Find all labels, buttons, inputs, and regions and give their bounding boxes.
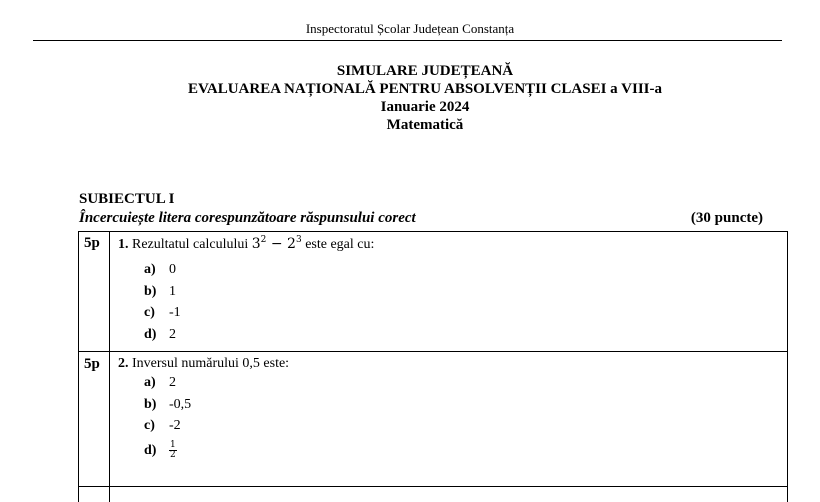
- option-letter: a): [144, 375, 156, 390]
- exam-titles: [0, 62, 820, 134]
- table-border-right: [787, 232, 788, 502]
- option-letter: a): [144, 262, 156, 277]
- question-number: 2.: [118, 356, 129, 371]
- math-operator: −: [270, 236, 283, 252]
- answer-option[interactable]: [144, 397, 191, 417]
- math-expression: [252, 236, 302, 252]
- answer-option[interactable]: [144, 305, 181, 325]
- instruction-text: Încercuiește litera corespunzătoare răspunsului corect: [79, 210, 416, 226]
- title-line-4: Matematică: [386, 117, 464, 133]
- option-letter: b): [144, 284, 157, 299]
- total-points: (30 puncte): [690, 210, 763, 226]
- fraction-numerator: 1: [170, 440, 176, 450]
- answer-option[interactable]: [144, 418, 181, 438]
- title-line-2: EVALUAREA NAȚIONALĂ PENTRU ABSOLVENȚII CLASEI a VIII-a: [187, 81, 663, 97]
- option-letter: c): [144, 418, 155, 433]
- answer-option[interactable]: [144, 262, 176, 282]
- table-column-divider: [109, 232, 110, 502]
- subject-title: SUBIECTUL I: [79, 191, 175, 207]
- question-text: Inversul numărului 0,5 este:: [132, 356, 290, 371]
- math-base: 3: [251, 236, 261, 252]
- option-value: 2: [169, 327, 176, 342]
- title-line-1: SIMULARE JUDEȚEANĂ: [336, 63, 514, 79]
- question-points: 5p: [84, 356, 100, 372]
- option-letter: d): [144, 327, 157, 342]
- option-value: 1: [169, 284, 176, 299]
- instruction-row: [79, 210, 763, 227]
- header-divider: [33, 40, 782, 41]
- fraction-denominator: 2: [170, 450, 176, 460]
- option-letter: d): [144, 442, 157, 458]
- question-text-after: este egal cu:: [305, 237, 375, 252]
- option-letter: c): [144, 305, 155, 320]
- question-number: 1.: [118, 237, 129, 252]
- option-letter: b): [144, 397, 157, 412]
- option-value: -0,5: [169, 397, 192, 412]
- question-1-text: [118, 235, 374, 253]
- questions-table: [78, 231, 788, 502]
- page-header: Inspectoratul Școlar Județean Constanța: [305, 21, 515, 36]
- answer-option[interactable]: [144, 284, 176, 304]
- table-border-left: [78, 232, 79, 502]
- question-text-before: Rezultatul calculului: [132, 237, 249, 252]
- option-value: -1: [169, 305, 181, 320]
- table-row-divider: [78, 351, 788, 352]
- option-value: 0: [169, 262, 176, 277]
- answer-option[interactable]: [144, 441, 177, 461]
- title-line-3: Ianuarie 2024: [380, 99, 470, 115]
- answer-option[interactable]: [144, 375, 176, 395]
- math-exponent: 2: [260, 235, 267, 245]
- fraction: [169, 441, 177, 460]
- math-exponent: 3: [295, 235, 302, 245]
- question-2-text: [118, 356, 289, 372]
- question-points: 5p: [84, 235, 100, 251]
- option-value: 2: [169, 375, 176, 390]
- math-base: 2: [287, 236, 296, 252]
- answer-option[interactable]: [144, 327, 176, 347]
- option-value: -2: [169, 418, 181, 433]
